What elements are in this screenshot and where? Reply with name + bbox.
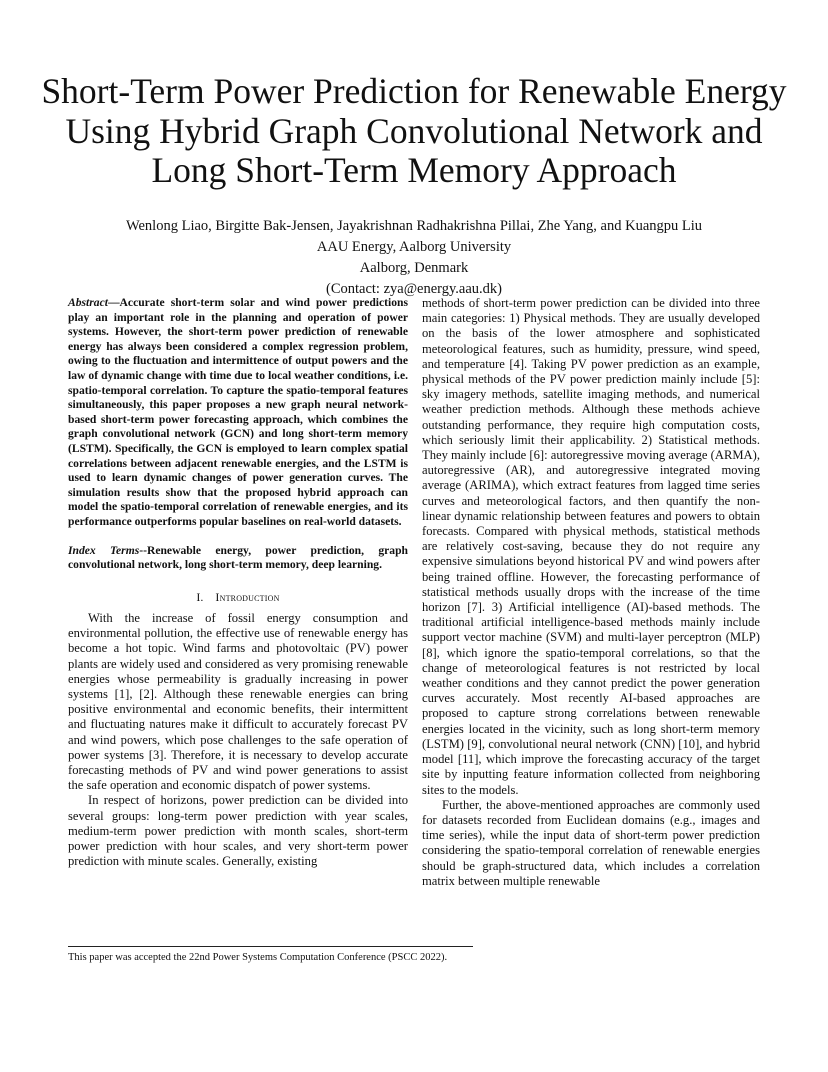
- abstract: [68, 296, 408, 530]
- paper-title: Short-Term Power Prediction for Renewable Energy Using Hybrid Graph Convolutional Network and Long Short-Term Memory Approach: [41, 71, 787, 190]
- contact-email: (Contact: zya@energy.aau.dk): [325, 281, 502, 297]
- body-paragraph-1: methods of short-term power prediction can be divided into three main categories: 1) Physical methods. They are usually developed on the basis of the lower atmosphere and sophisticated meteorological features, such as humidity, pressure, wind speed, and temperature [4]. Taking PV power prediction as an example, physical methods of the PV power prediction mainly include [5]: sky imagery methods, satellite imaging methods, and numerical weather prediction methods. Although these methods achieve outstanding performance, they require high computation costs, which seriously limit their applicability. 2) Statistical methods. They mainly include [6]: autoregressive moving average (ARMA), autoregressive (AR), and autoregressive integrated moving average (ARIMA), which extract features from lagged time series curves and meteorological factors, and then quantify the non-linear dynamic relationship between features and powers to obtain forecasts. Compared with physical methods, statistical methods are relatively cost-saving, because they do not require any expensive simulations beyond historical PV and wind powers after being trained offline. However, the forecasting performance of statistical methods usually drops with the increase of the time horizon [7]. 3) Artificial intelligence (AI)-based methods. The traditional artificial intelligence-based methods mainly include support vector machine (SVM) and multi-layer perceptron (MLP) [8], which ignore the spatio-temporal correlations, so that the change of meteorological features is not restricted by local weather conditions and they cannot predict the power generation curves accurately. Most recently AI-based approaches are proposed to capture strong correlations between renewable energies located in the vicinity, such as long short-term memory (LSTM) [9], convolutional neural network (CNN) [10], and hybrid model [11], which improve the forecasting accuracy of the target site by inputting feature information collected from neighboring sites to the models.: [422, 296, 760, 797]
- body-paragraph-2: Further, the above-mentioned approaches are commonly used for datasets recorded from Euclidean domains (e.g., images and time series), while the input data of short-term power prediction considering the spatio-temporal correlation of renewable energies should be graph-structured data, which includes a correlation matrix between multiple renewable: [422, 797, 760, 888]
- index-terms-lead: Index Terms: [68, 543, 140, 557]
- author-block: [40, 216, 788, 300]
- footnote-rule: [68, 946, 473, 947]
- intro-paragraph-1: With the increase of fossil energy consumption and environmental pollution, the effective use of renewable energy has become a hot topic. Wind farms and photovoltaic (PV) power plants are widely used and considered as very promising renewable energies whose permeability is gradually increasing in power systems [1], [2]. Although these renewable energies can bring positive environmental and economic benefits, their intermittent and fluctuating natures make it difficult to accurately forecast PV and wind powers, which pose challenges to the safe operation of power systems [3]. Therefore, it is necessary to develop accurate forecasting methods of PV and wind power generations to assist the safe operation and economic dispatch of power systems.: [68, 610, 408, 793]
- section-title: Introduction: [215, 589, 280, 604]
- location: Aalborg, Denmark: [359, 260, 469, 276]
- index-terms: [68, 544, 408, 573]
- section-heading-introduction: [68, 590, 408, 605]
- intro-paragraph-2: In respect of horizons, power prediction can be divided into several groups: long-term power prediction with year scales, medium-term power prediction with month scales, short-term power prediction with hour scales, and very short-term power prediction with minute scales. Generally, existing: [68, 793, 408, 869]
- footnote: This paper was accepted the 22nd Power Systems Computation Conference (PSCC 2022).: [68, 952, 448, 963]
- abstract-lead: Abstract: [68, 296, 108, 309]
- abstract-text: —Accurate short-term solar and wind power predictions play an important role in the planning and operation of power systems. However, the short-term power prediction of renewable energy has always been considered a complex regression problem, owing to the fluctuation and intermittence of output powers and the law of dynamic change with time due to local weather conditions, i.e. spatio-temporal correlation. To capture the spatio-temporal features simultaneously, this paper proposes a new graph neural network-based short-term power forecasting approach, which combines the graph convolutional network (GCN) and long short-term memory (LSTM). Specifically, the GCN is employed to learn complex spatial correlations between adjacent renewable energies, and the LSTM is used to learn dynamic changes of power generation curves. The simulation results show that the proposed hybrid approach can model the spatio-temporal correlation of renewable energies, and its performance outperforms popular baselines on real-world datasets.: [68, 296, 408, 528]
- right-column: [422, 296, 760, 889]
- index-terms-text: --Renewable energy, power prediction, graph convolutional network, long short-term memory, deep learning.: [68, 543, 408, 572]
- author-list: Wenlong Liao, Birgitte Bak-Jensen, Jayakrishnan Radhakrishna Pillai, Zhe Yang, and Kuangpu Liu: [125, 218, 703, 234]
- left-column: [68, 296, 408, 869]
- section-number: I.: [196, 589, 204, 604]
- affiliation: AAU Energy, Aalborg University: [316, 239, 512, 255]
